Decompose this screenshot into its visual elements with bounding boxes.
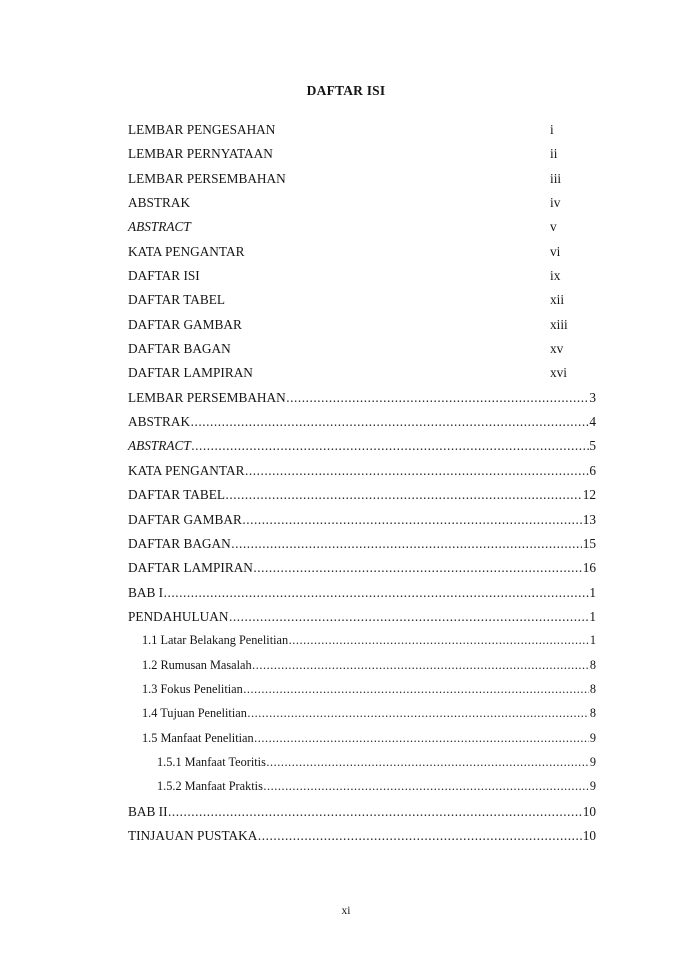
toc-page-number: xiii — [550, 316, 568, 332]
toc-entry-label: DAFTAR ISI — [128, 268, 200, 284]
toc-entry[interactable] — [128, 585, 596, 609]
toc-page-number: 9 — [589, 730, 596, 745]
toc-entry[interactable] — [128, 171, 596, 195]
toc-entry[interactable] — [128, 731, 596, 755]
toc-leader-dots — [242, 513, 582, 526]
toc-entry-label: DAFTAR GAMBAR — [128, 511, 242, 527]
toc-entry-label: DAFTAR LAMPIRAN — [128, 560, 253, 576]
toc-entry[interactable] — [128, 341, 596, 365]
toc-page-number: 5 — [589, 438, 596, 454]
toc-page-number: v — [550, 219, 557, 235]
table-of-contents — [128, 122, 596, 852]
toc-entry-label: LEMBAR PERNYATAAN — [128, 146, 273, 162]
toc-entry[interactable] — [128, 219, 596, 243]
toc-page-number: xv — [550, 341, 564, 357]
toc-entry-label: 1.2 Rumusan Masalah — [142, 657, 252, 672]
toc-leader-dots — [289, 634, 590, 646]
toc-entry-label: DAFTAR BAGAN — [128, 341, 231, 357]
toc-page-number: 10 — [582, 803, 596, 819]
toc-entry[interactable] — [128, 317, 596, 341]
toc-entry-label: ABSTRACT — [128, 438, 191, 454]
toc-page-number: iv — [550, 195, 561, 211]
toc-entry-label: KATA PENGANTAR — [128, 243, 245, 259]
toc-entry-label: ABSTRAK — [128, 414, 191, 430]
toc-leader-dots — [229, 610, 589, 623]
toc-entry-label: ABSTRAK — [128, 195, 191, 211]
toc-page-number: vi — [550, 243, 561, 259]
toc-leader-dots — [286, 391, 589, 404]
toc-leader-dots — [254, 732, 589, 744]
toc-entry[interactable] — [128, 390, 596, 414]
toc-page-number: 1 — [589, 608, 596, 624]
toc-leader-dots — [243, 683, 589, 695]
toc-entry-label: BAB II — [128, 803, 168, 819]
toc-entry[interactable] — [128, 122, 596, 146]
toc-entry[interactable] — [128, 536, 596, 560]
toc-entry[interactable] — [128, 755, 596, 779]
toc-entry[interactable] — [128, 828, 596, 852]
toc-leader-dots — [258, 829, 582, 842]
toc-entry[interactable] — [128, 195, 596, 219]
toc-entry[interactable] — [128, 633, 596, 657]
toc-entry-label: DAFTAR GAMBAR — [128, 316, 242, 332]
footer-page-number: xi — [341, 905, 351, 917]
toc-entry-label: 1.1 Latar Belakang Penelitian — [142, 633, 289, 648]
toc-entry[interactable] — [128, 804, 596, 828]
toc-entry-label: LEMBAR PENGESAHAN — [128, 122, 276, 137]
toc-leader-dots — [191, 439, 589, 452]
toc-entry-label: 1.3 Fokus Penelitian — [142, 681, 243, 696]
toc-entry[interactable] — [128, 512, 596, 536]
toc-page-number: xvi — [550, 365, 567, 381]
toc-page-number: 15 — [582, 535, 596, 551]
toc-entry[interactable] — [128, 146, 596, 170]
toc-entry[interactable] — [128, 365, 596, 389]
toc-entry[interactable] — [128, 438, 596, 462]
toc-entry-label: KATA PENGANTAR — [128, 462, 245, 478]
toc-entry-label: PENDAHULUAN — [128, 608, 229, 624]
toc-entry-label: LEMBAR PERSEMBAHAN — [128, 170, 286, 186]
toc-leader-dots — [263, 780, 589, 792]
toc-page-number: 9 — [589, 779, 596, 794]
toc-entry[interactable] — [128, 487, 596, 511]
toc-page-number: iii — [550, 170, 562, 186]
toc-entry[interactable] — [128, 560, 596, 584]
toc-leader-dots — [253, 561, 582, 574]
toc-page-number: i — [550, 122, 554, 137]
toc-page-number: 9 — [589, 754, 596, 769]
toc-leader-dots — [191, 415, 589, 428]
toc-entry-label: DAFTAR LAMPIRAN — [128, 365, 253, 381]
toc-page-number: 6 — [589, 462, 596, 478]
toc-entry[interactable] — [128, 658, 596, 682]
toc-page-number: 16 — [582, 560, 596, 576]
toc-leader-dots — [226, 488, 583, 501]
page-title: DAFTAR ISI — [306, 83, 386, 98]
toc-page-number: 3 — [589, 389, 596, 405]
toc-entry[interactable] — [128, 706, 596, 730]
toc-page-number: 8 — [589, 681, 596, 696]
toc-entry[interactable] — [128, 682, 596, 706]
toc-page-number: 8 — [589, 706, 596, 721]
toc-entry-label: BAB I — [128, 584, 164, 600]
toc-leader-dots — [168, 805, 582, 818]
toc-entry[interactable] — [128, 244, 596, 268]
toc-entry-label: 1.5 Manfaat Penelitian — [142, 730, 254, 745]
toc-entry[interactable] — [128, 609, 596, 633]
toc-entry-label: DAFTAR BAGAN — [128, 535, 231, 551]
toc-page-number: 10 — [582, 827, 596, 843]
toc-entry[interactable] — [128, 779, 596, 803]
toc-entry-label: 1.5.1 Manfaat Teoritis — [157, 754, 266, 769]
toc-leader-dots — [252, 659, 589, 671]
toc-page-number: ii — [550, 146, 558, 162]
toc-page-number: 1 — [589, 584, 596, 600]
toc-entry-label: ABSTRACT — [128, 219, 191, 235]
toc-page-number: 13 — [582, 511, 596, 527]
toc-leader-dots — [245, 464, 589, 477]
toc-entry[interactable] — [128, 292, 596, 316]
toc-page-number: xii — [550, 292, 565, 308]
toc-entry-label: 1.5.2 Manfaat Praktis — [157, 779, 263, 794]
toc-leader-dots — [247, 707, 589, 719]
toc-entry[interactable] — [128, 463, 596, 487]
toc-page-number: 4 — [589, 414, 596, 430]
toc-page-number: 12 — [582, 487, 596, 503]
toc-page-number: 1 — [589, 633, 596, 648]
toc-page-number: ix — [550, 268, 561, 284]
toc-leader-dots — [231, 537, 582, 550]
toc-entry[interactable] — [128, 268, 596, 292]
toc-leader-dots — [164, 586, 589, 599]
toc-entry[interactable] — [128, 414, 596, 438]
toc-entry-label: LEMBAR PERSEMBAHAN — [128, 389, 286, 405]
toc-entry-label: DAFTAR TABEL — [128, 292, 225, 308]
toc-entry-label: 1.4 Tujuan Penelitian — [142, 706, 247, 721]
toc-entry-label: DAFTAR TABEL — [128, 487, 225, 503]
toc-entry-label: TINJAUAN PUSTAKA — [128, 827, 258, 843]
toc-page-number: 8 — [589, 657, 596, 672]
toc-leader-dots — [266, 756, 589, 768]
